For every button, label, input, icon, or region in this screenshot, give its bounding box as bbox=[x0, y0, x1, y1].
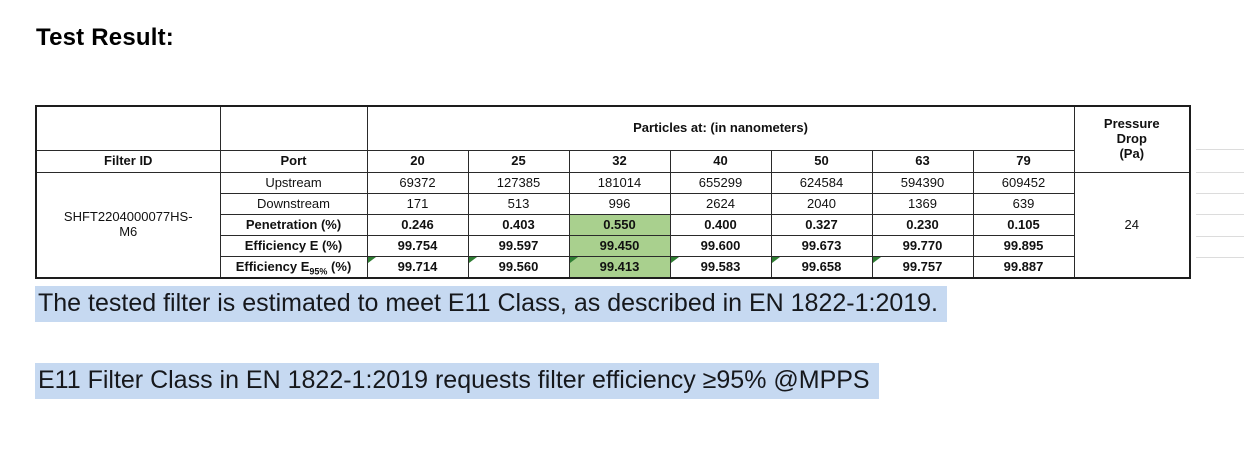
value-text: 99.583 bbox=[700, 258, 741, 274]
value-cell: 594390 bbox=[872, 173, 973, 194]
spreadsheet-gridline bbox=[1196, 257, 1244, 258]
value-cell: 0.246 bbox=[367, 215, 468, 236]
value-cell: 0.327 bbox=[771, 215, 872, 236]
value-cell: 2040 bbox=[771, 194, 872, 215]
pressure-drop-header bbox=[1074, 106, 1190, 173]
spreadsheet-gridline bbox=[1196, 149, 1244, 150]
value-cell: 181014 bbox=[569, 173, 670, 194]
conclusion-class-statement: The tested filter is estimated to meet E11 Class, as described in EN 1822-1:2019. bbox=[35, 286, 947, 322]
value-cell: 655299 bbox=[670, 173, 771, 194]
size-header-40: 40 bbox=[670, 151, 771, 173]
port-label-penetration: Penetration (%) bbox=[220, 215, 367, 236]
value-cell-mpps: 99.450 bbox=[569, 236, 670, 257]
pressure-header-line: Pressure bbox=[1103, 116, 1160, 132]
comment-marker-icon bbox=[671, 257, 679, 263]
value-cell: 0.400 bbox=[670, 215, 771, 236]
size-header-50: 50 bbox=[771, 151, 872, 173]
value-cell-mpps bbox=[569, 257, 670, 279]
value-cell: 0.230 bbox=[872, 215, 973, 236]
value-cell: 639 bbox=[973, 194, 1074, 215]
value-cell: 171 bbox=[367, 194, 468, 215]
port-label-text: (%) bbox=[327, 258, 352, 274]
value-text: 99.887 bbox=[1003, 258, 1044, 274]
page-title: Test Result: bbox=[36, 24, 174, 51]
port-label-efficiency-e95 bbox=[220, 257, 367, 279]
port-label-subscript: 95% bbox=[309, 266, 328, 277]
value-cell bbox=[973, 257, 1074, 279]
value-cell: 624584 bbox=[771, 173, 872, 194]
value-cell: 99.895 bbox=[973, 236, 1074, 257]
filter-id-text: SHFT2204000077HS-M6 bbox=[63, 209, 193, 239]
filter-id-value bbox=[36, 173, 220, 279]
value-cell: 0.403 bbox=[468, 215, 569, 236]
value-cell bbox=[367, 257, 468, 279]
port-label-upstream: Upstream bbox=[220, 173, 367, 194]
pressure-header-line: Drop bbox=[1116, 131, 1147, 147]
port-header-spacer bbox=[220, 106, 367, 151]
value-cell: 69372 bbox=[367, 173, 468, 194]
value-text: 99.413 bbox=[599, 258, 640, 274]
port-header: Port bbox=[220, 151, 367, 173]
value-cell: 0.105 bbox=[973, 215, 1074, 236]
comment-marker-icon bbox=[570, 257, 578, 263]
value-cell: 996 bbox=[569, 194, 670, 215]
comment-marker-icon bbox=[469, 257, 477, 263]
spreadsheet-gridline bbox=[1196, 236, 1244, 237]
value-cell: 127385 bbox=[468, 173, 569, 194]
size-header-79: 79 bbox=[973, 151, 1074, 173]
port-label-text: Efficiency E bbox=[235, 258, 310, 274]
spreadsheet-gridline bbox=[1196, 193, 1244, 194]
spreadsheet-gridline bbox=[1196, 214, 1244, 215]
comment-marker-icon bbox=[368, 257, 376, 263]
comment-marker-icon bbox=[772, 257, 780, 263]
size-header-25: 25 bbox=[468, 151, 569, 173]
filter-id-header: Filter ID bbox=[36, 151, 220, 173]
value-cell: 99.600 bbox=[670, 236, 771, 257]
value-cell bbox=[771, 257, 872, 279]
value-cell-mpps: 0.550 bbox=[569, 215, 670, 236]
port-label-downstream: Downstream bbox=[220, 194, 367, 215]
value-cell: 99.754 bbox=[367, 236, 468, 257]
pressure-header-line: (Pa) bbox=[1119, 145, 1145, 161]
size-header-20: 20 bbox=[367, 151, 468, 173]
test-result-table bbox=[35, 105, 1191, 279]
spreadsheet-gridline bbox=[1196, 172, 1244, 173]
value-cell bbox=[872, 257, 973, 279]
port-label-efficiency-e: Efficiency E (%) bbox=[220, 236, 367, 257]
comment-marker-icon bbox=[873, 257, 881, 263]
size-header-32: 32 bbox=[569, 151, 670, 173]
value-cell: 513 bbox=[468, 194, 569, 215]
value-cell bbox=[468, 257, 569, 279]
value-cell: 99.673 bbox=[771, 236, 872, 257]
conclusion-requirement-statement: E11 Filter Class in EN 1822-1:2019 requests filter efficiency ≥95% @MPPS bbox=[35, 363, 879, 399]
value-text: 99.757 bbox=[902, 258, 943, 274]
value-text: 99.658 bbox=[801, 258, 842, 274]
value-text: 99.560 bbox=[498, 258, 539, 274]
value-cell: 1369 bbox=[872, 194, 973, 215]
value-cell: 2624 bbox=[670, 194, 771, 215]
value-text: 99.714 bbox=[397, 258, 438, 274]
value-cell bbox=[670, 257, 771, 279]
particles-header: Particles at: (in nanometers) bbox=[367, 106, 1074, 151]
filter-id-header-spacer bbox=[36, 106, 220, 151]
size-header-63: 63 bbox=[872, 151, 973, 173]
value-cell: 99.597 bbox=[468, 236, 569, 257]
value-cell: 609452 bbox=[973, 173, 1074, 194]
pressure-drop-value: 24 bbox=[1074, 173, 1190, 279]
value-cell: 99.770 bbox=[872, 236, 973, 257]
